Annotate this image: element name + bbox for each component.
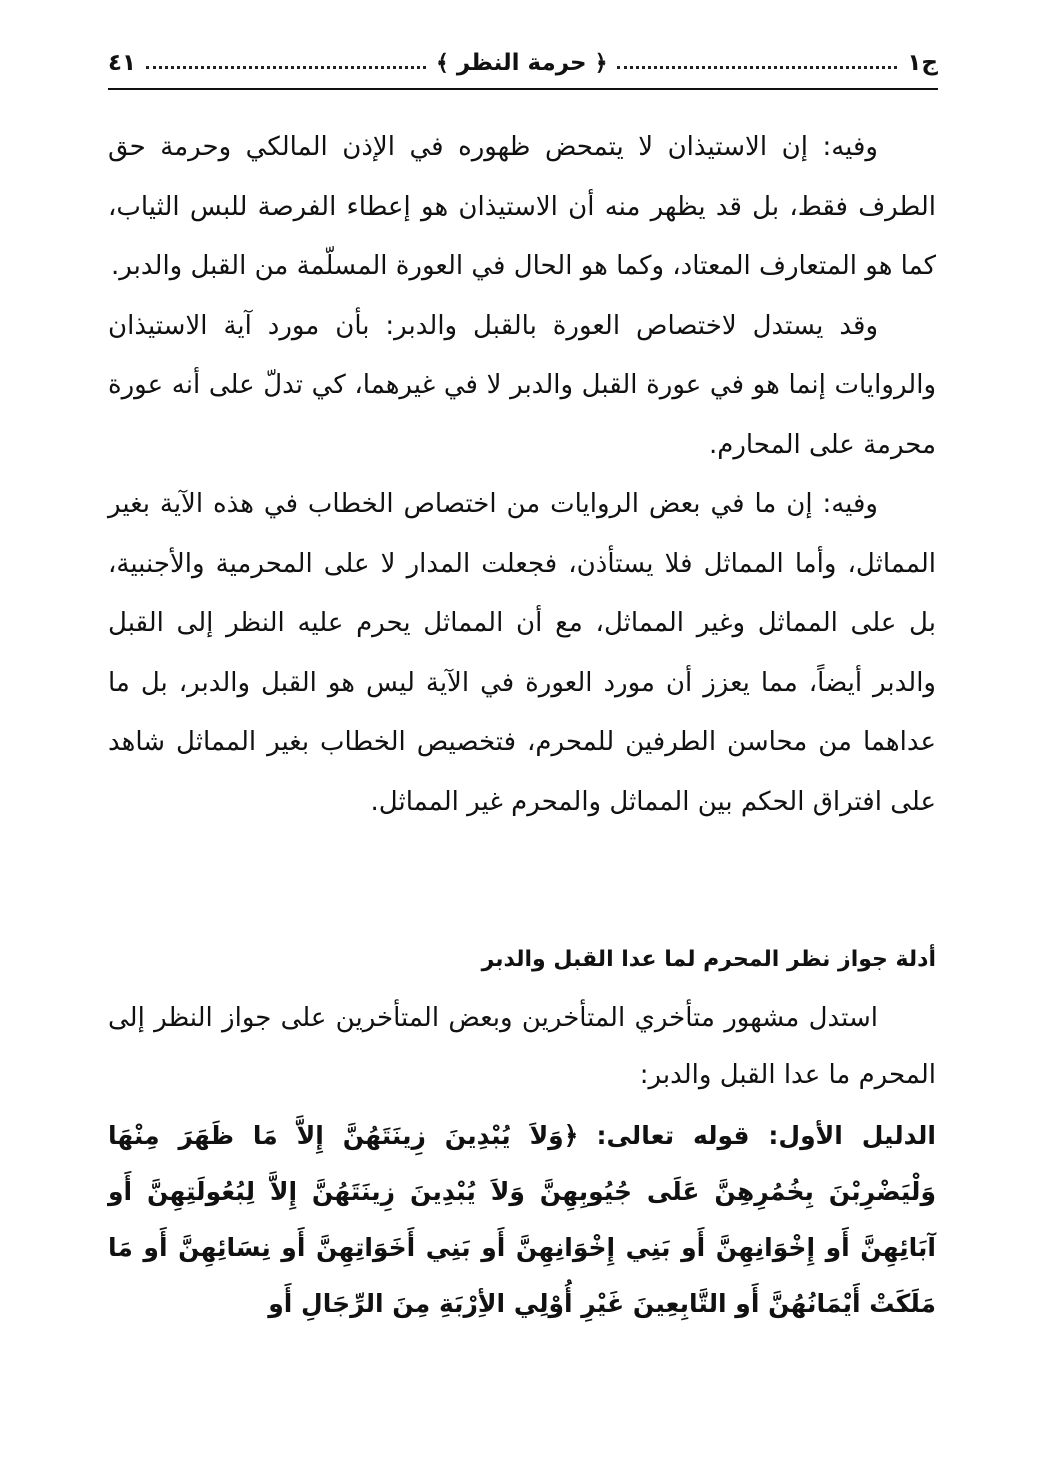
header-dotted-leader-right xyxy=(617,66,897,69)
section-heading: أدلة جواز نظر المحرم لما عدا القبل والدبر xyxy=(481,947,936,972)
ornament-open-icon: ﴿ xyxy=(594,50,608,76)
section-text xyxy=(108,990,936,1104)
header-rule xyxy=(108,88,938,90)
main-text xyxy=(108,118,936,832)
ornament-close-icon: ﴾ xyxy=(435,50,449,76)
volume-label: ج١ xyxy=(907,50,938,76)
evidence-label: الدليل الأول: قوله تعالى: xyxy=(596,1121,937,1150)
paragraph-1: وفيه: إن الاستيذان لا يتمحض ظهوره في الإذن المالكي وحرمة حق الطرف فقط، بل قد يظهر منه أن الاستيذان هو إعطاء الفرصة للبس الثياب، كما هو المتعارف المعتاد، وكما هو الحال في العورة المسلّمة من القبل والدبر. xyxy=(108,132,936,281)
page-header xyxy=(108,40,938,86)
evidence-block xyxy=(108,1108,936,1332)
paragraph-2: وقد يستدل لاختصاص العورة بالقبل والدبر: بأن مورد آية الاستيذان والروايات إنما هو في عورة القبل والدبر لا في غيرهما، كي تدلّ على أنه عورة محرمة على المحارم. xyxy=(108,310,936,460)
running-title-text: حرمة النظر xyxy=(456,50,587,76)
quran-verse: ﴿وَلاَ يُبْدِينَ زِينَتَهُنَّ إِلاَّ مَا ظَهَرَ مِنْهَا وَلْيَضْرِبْنَ بِخُمُرِهِنَّ عَلَى جُيُوبِهِنَّ وَلاَ يُبْدِينَ زِينَتَهُنَّ إِلاَّ لِبُعُولَتِهِنَّ أَو آبَائِهِنَّ أَو إِخْوَانِهِنَّ أَو بَنِي إِخْوَانِهِنَّ أَو بَنِي أَخَوَاتِهِنَّ أَو نِسَائِهِنَّ أَو مَا مَلَكَتْ أَيْمَانُهُنَّ أَو التَّابِعِينَ غَيْرِ أُوْلِي الأِرْبَةِ مِنَ الرِّجَالِ أَو xyxy=(108,1121,936,1318)
page-number: ٤١ xyxy=(108,50,137,76)
running-title xyxy=(436,50,607,76)
paragraph-3: وفيه: إن ما في بعض الروايات من اختصاص الخطاب في هذه الآية بغير المماثل، وأما المماثل فلا يستأذن، فجعلت المدار لا على المحرمية والأجنبية، بل على المماثل وغير المماثل، مع أن المماثل يحرم عليه النظر إلى القبل والدبر أيضاً، مما يعزز أن مورد العورة في الآية ليس هو القبل والدبر، بل ما عداهما من محاسن الطرفين للمحرم، فتخصيص الخطاب بغير المماثل شاهد على افتراق الحكم بين المماثل والمحرم غير المماثل. xyxy=(108,489,936,817)
section-paragraph: استدل مشهور متأخري المتأخرين وبعض المتأخرين على جواز النظر إلى المحرم ما عدا القبل والدبر: xyxy=(108,1003,936,1090)
header-dotted-leader-left xyxy=(146,66,426,69)
